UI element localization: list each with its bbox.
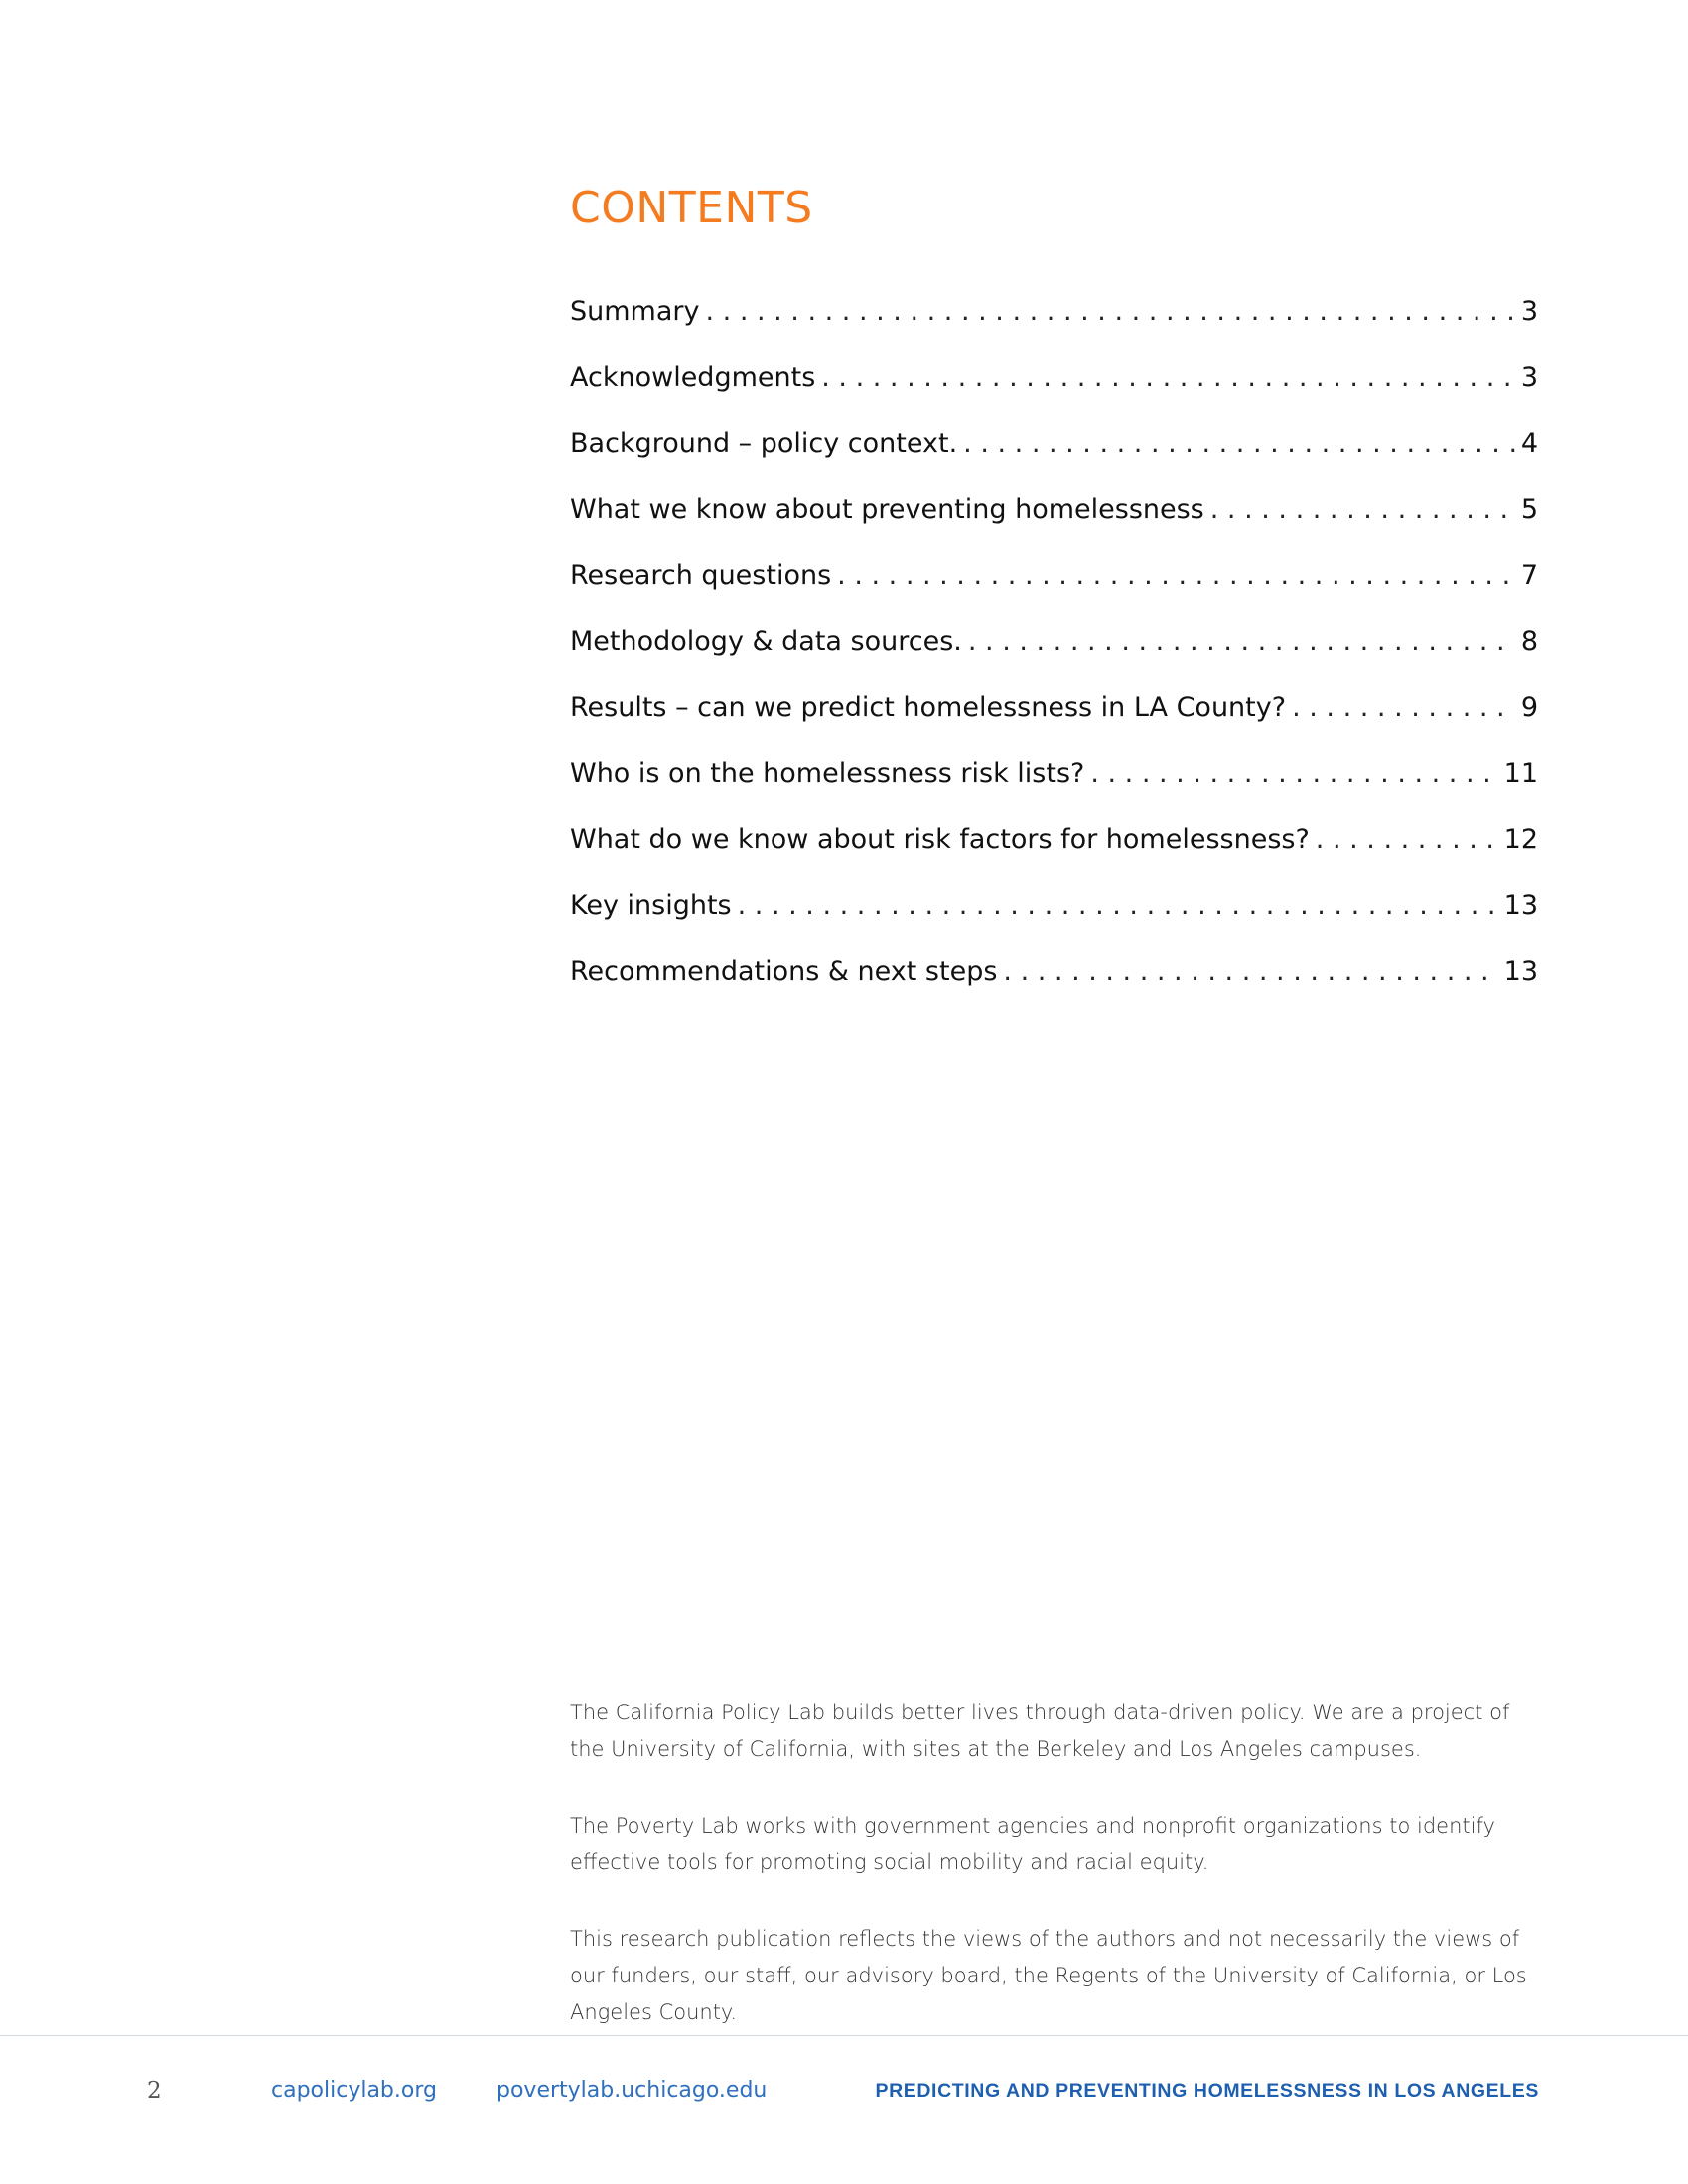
- toc-dot-leader: [1003, 956, 1497, 987]
- toc-entry-background[interactable]: [570, 428, 1538, 494]
- toc-entry-page: 13: [1503, 889, 1538, 921]
- page-number: 2: [147, 2078, 162, 2104]
- toc-dot-leader: [968, 626, 1515, 657]
- toc-entry-label: Acknowledgments: [570, 361, 816, 393]
- toc-entry-risk-factors[interactable]: [570, 824, 1538, 890]
- toc-entry-page: 7: [1520, 560, 1538, 591]
- toc-dot-leader: [963, 428, 1515, 459]
- toc-dot-leader: [1316, 824, 1498, 855]
- toc-dot-leader: [705, 296, 1514, 327]
- toc-entry-research-questions[interactable]: [570, 560, 1538, 626]
- table-of-contents: [570, 296, 1538, 1023]
- toc-entry-page: 9: [1520, 692, 1538, 723]
- toc-entry-label: Results – can we predict homelessness in LA County?: [570, 692, 1287, 723]
- toc-entry-page: 3: [1520, 296, 1538, 327]
- toc-dot-leader: [1090, 758, 1497, 789]
- toc-dot-leader: [1210, 494, 1515, 525]
- toc-entry-label: Key insights: [570, 889, 732, 921]
- toc-entry-label: What do we know about risk factors for homelessness?: [570, 824, 1310, 855]
- toc-entry-risk-lists[interactable]: [570, 758, 1538, 825]
- toc-entry-acknowledgments[interactable]: [570, 362, 1538, 429]
- page-footer: [0, 2078, 1688, 2114]
- report-title: PREDICTING AND PREVENTING HOMELESSNESS IN LOS ANGELES: [875, 2080, 1539, 2102]
- toc-entry-page: 11: [1503, 757, 1538, 789]
- about-section: [570, 1695, 1548, 2071]
- toc-entry-label: Methodology & data sources.: [570, 625, 962, 657]
- toc-entry-page: 4: [1520, 428, 1538, 459]
- toc-entry-summary[interactable]: [570, 296, 1538, 362]
- footer-divider: [0, 2035, 1688, 2036]
- toc-entry-page: 12: [1503, 824, 1538, 855]
- toc-entry-page: 3: [1520, 361, 1538, 393]
- toc-dot-leader: [821, 362, 1515, 393]
- disclaimer-paragraph: This research publication reflects the views of the authors and not necessarily the views of our funders, our staff, our advisory board, the Regents of the University of California, or Los Angeles County.: [570, 1927, 1527, 2024]
- toc-entry-label: Summary: [570, 296, 700, 327]
- toc-entry-what-we-know[interactable]: [570, 494, 1538, 561]
- toc-entry-label: Recommendations & next steps: [570, 956, 998, 987]
- toc-entry-label: Research questions: [570, 560, 832, 591]
- toc-dot-leader: [738, 890, 1498, 921]
- toc-entry-page: 5: [1520, 493, 1538, 525]
- toc-entry-page: 8: [1520, 625, 1538, 657]
- povertylab-link[interactable]: povertylab.uchicago.edu: [496, 2078, 768, 2103]
- about-cpl-paragraph: The California Policy Lab builds better lives through data-driven policy. We are a project of the University of California, with sites at the Berkeley and Los Angeles campuses.: [570, 1701, 1510, 1761]
- toc-dot-leader: [837, 560, 1515, 591]
- about-poverty-lab-paragraph: The Poverty Lab works with government agencies and nonprofit organizations to identify effective tools for promoting social mobility and racial equity.: [570, 1814, 1495, 1874]
- toc-entry-key-insights[interactable]: [570, 890, 1538, 957]
- toc-entry-recommendations[interactable]: [570, 956, 1538, 1023]
- toc-entry-label: Background – policy context.: [570, 428, 958, 459]
- contents-heading: CONTENTS: [570, 183, 813, 233]
- capolicylab-link[interactable]: capolicylab.org: [271, 2078, 437, 2103]
- toc-entry-results[interactable]: [570, 692, 1538, 758]
- toc-entry-label: Who is on the homelessness risk lists?: [570, 757, 1085, 789]
- toc-dot-leader: [1292, 692, 1515, 723]
- toc-entry-label: What we know about preventing homelessness: [570, 493, 1204, 525]
- toc-entry-methodology[interactable]: [570, 626, 1538, 693]
- toc-entry-page: 13: [1503, 956, 1538, 987]
